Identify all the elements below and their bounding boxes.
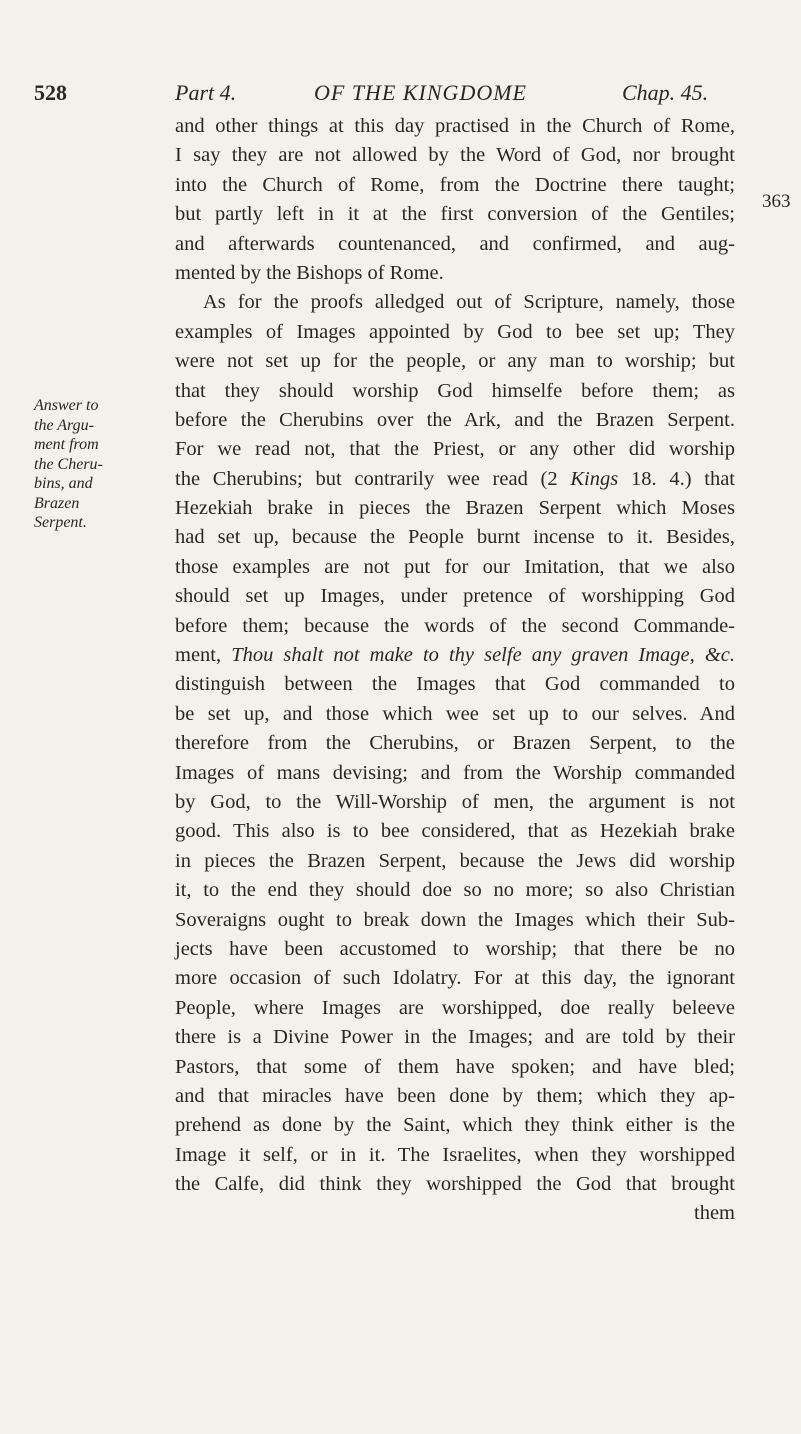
text-line: therefore from the Cherubins, or Brazen Serpent, to the bbox=[175, 732, 735, 755]
margin-note-line: ment from bbox=[34, 436, 99, 453]
running-title: OF THE KINGDOME bbox=[314, 80, 527, 105]
text-line: into the Church of Rome, from the Doctrine there taught; bbox=[175, 173, 735, 196]
text-line: examples of Images appointed by God to bee set up; They bbox=[175, 320, 735, 343]
text-line: As for the proofs alledged out of Scripture, namely, those bbox=[203, 291, 735, 314]
text-line: before the Cherubins over the Ark, and the Brazen Serpent. bbox=[175, 408, 735, 431]
scripture-reference: Kings bbox=[570, 467, 619, 490]
text-line: For we read not, that the Priest, or any other did worship bbox=[175, 438, 735, 461]
text-line: prehend as done by the Saint, which they think either is the bbox=[175, 1114, 735, 1137]
text-line: good. This also is to bee considered, that as Hezekiah brake bbox=[175, 820, 735, 843]
text-line: I say they are not allowed by the Word of God, nor brought bbox=[175, 144, 735, 167]
text-line: and that miracles have been done by them; which they ap- bbox=[175, 1084, 735, 1107]
margin-note-line: Answer to bbox=[34, 397, 99, 414]
text-line: that they should worship God himselfe before them; as bbox=[175, 379, 735, 402]
text-line: Image it self, or in it. The Israelites, when they worshipped bbox=[175, 1143, 735, 1166]
text-line: People, where Images are worshipped, doe really beleeve bbox=[175, 996, 735, 1019]
text-line: be set up, and those which wee set up to our selves. And bbox=[175, 702, 735, 725]
text-line: those examples are not put for our Imitation, that we also bbox=[175, 555, 735, 578]
text-line: distinguish between the Images that God commanded to bbox=[175, 673, 735, 696]
margin-note-line: Serpent. bbox=[34, 514, 87, 531]
margin-note-line: bins, and bbox=[34, 475, 93, 492]
text-line: the Calfe, did think they worshipped the God that brought bbox=[175, 1173, 735, 1196]
text-line: by God, to the Will-Worship of men, the argument is not bbox=[175, 790, 735, 813]
text-segment: ment, bbox=[175, 644, 222, 667]
text-line bbox=[175, 465, 735, 494]
catchword: them bbox=[694, 1202, 735, 1225]
text-line: but partly left in it at the first conversion of the Gentiles; bbox=[175, 203, 735, 226]
text-line: should set up Images, under pretence of worshipping God bbox=[175, 585, 735, 608]
text-line: jects have been accustomed to worship; that there be no bbox=[175, 937, 735, 960]
text-line: in pieces the Brazen Serpent, because the Jews did worship bbox=[175, 849, 735, 872]
chapter-label: Chap. 45. bbox=[622, 80, 709, 105]
text-line: Pastors, that some of them have spoken; and have bled; bbox=[175, 1055, 735, 1078]
page-number: 528 bbox=[34, 80, 67, 105]
text-line: were not set up for the people, or any man to worship; but bbox=[175, 350, 735, 373]
text-line: mented by the Bishops of Rome. bbox=[175, 261, 444, 284]
margin-note-line: Brazen bbox=[34, 494, 80, 512]
text-line: Images of mans devising; and from the Worship commanded bbox=[175, 761, 735, 784]
text-line: there is a Divine Power in the Images; and are told by their bbox=[175, 1026, 735, 1049]
text-segment: 18. 4.) that bbox=[630, 467, 735, 490]
text-line: Hezekiah brake in pieces the Brazen Serpent which Moses bbox=[175, 497, 735, 520]
text-line: more occasion of such Idolatry. For at this day, the ignorant bbox=[175, 967, 735, 990]
text-line bbox=[175, 641, 735, 670]
text-line: and other things at this day practised in the Church of Rome, bbox=[175, 115, 735, 137]
text-line: it, to the end they should doe so no more; so also Christian bbox=[175, 879, 735, 902]
margin-note-line: the Cheru- bbox=[34, 455, 103, 473]
text-line: had set up, because the People burnt incense to it. Besides, bbox=[175, 526, 735, 549]
part-label: Part 4. bbox=[175, 80, 237, 105]
margin-note-line: the Argu- bbox=[34, 416, 94, 434]
text-segment: the Cherubins; but contrarily wee read (2 bbox=[175, 467, 558, 490]
body-text bbox=[175, 112, 735, 1229]
side-reference-number: 363 bbox=[762, 191, 791, 212]
text-line: Soveraigns ought to break down the Images which their Sub- bbox=[175, 908, 735, 931]
margin-note bbox=[34, 396, 169, 533]
text-line: before them; because the words of the second Commande- bbox=[175, 614, 735, 637]
text-line: and afterwards countenanced, and confirmed, and aug- bbox=[175, 232, 735, 255]
commandment-quote: Thou shalt not make to thy selfe any graven Image, &c. bbox=[231, 644, 736, 667]
running-header bbox=[0, 78, 801, 110]
